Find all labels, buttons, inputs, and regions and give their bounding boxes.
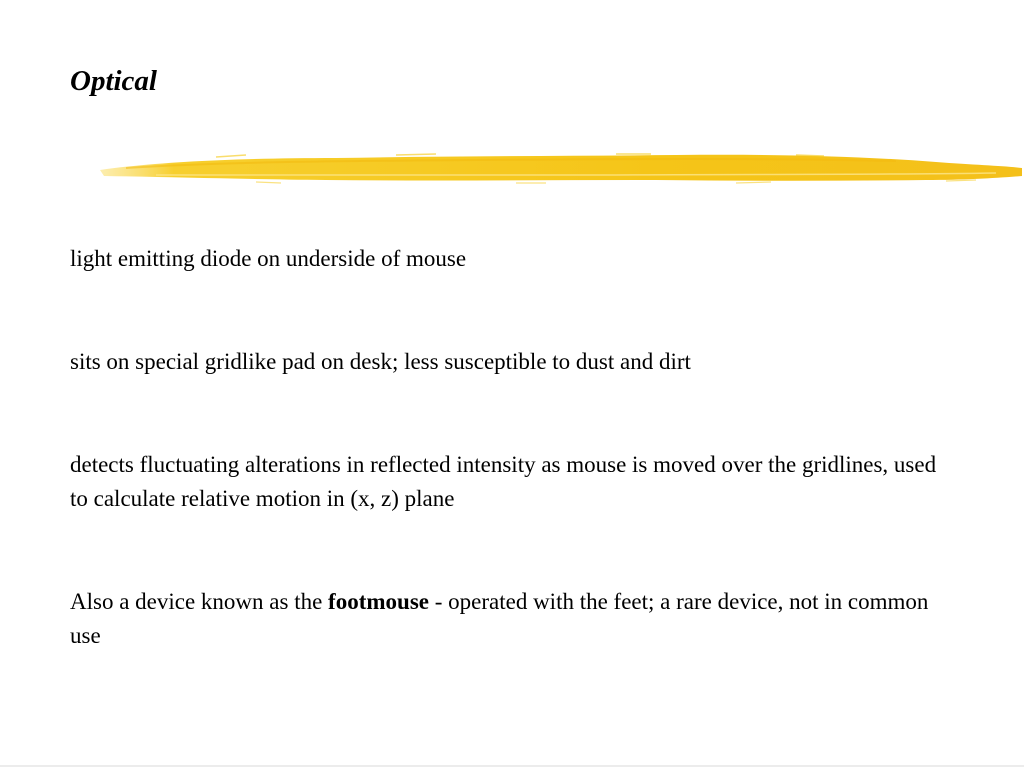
footmouse-term: footmouse — [328, 589, 429, 614]
title-underline-brush-stroke — [96, 146, 1024, 190]
paragraph-gridlike-pad: sits on special gridlike pad on desk; less susceptible to dust and dirt — [70, 349, 691, 374]
footmouse-text-before: Also a device known as the — [70, 589, 329, 614]
paragraph-led-underside: light emitting diode on underside of mouse — [70, 246, 467, 271]
paragraph-footmouse — [70, 585, 950, 653]
bottom-divider — [0, 765, 1024, 767]
footmouse-text-after: - operated with the feet; a rare device, not in common use — [70, 589, 929, 648]
slide-title: Optical — [70, 65, 157, 97]
paragraph-detects-intensity: detects fluctuating alterations in reflected intensity as mouse is moved over the gridlines, used to calculate relative motion in (x, z) plane — [70, 452, 937, 511]
